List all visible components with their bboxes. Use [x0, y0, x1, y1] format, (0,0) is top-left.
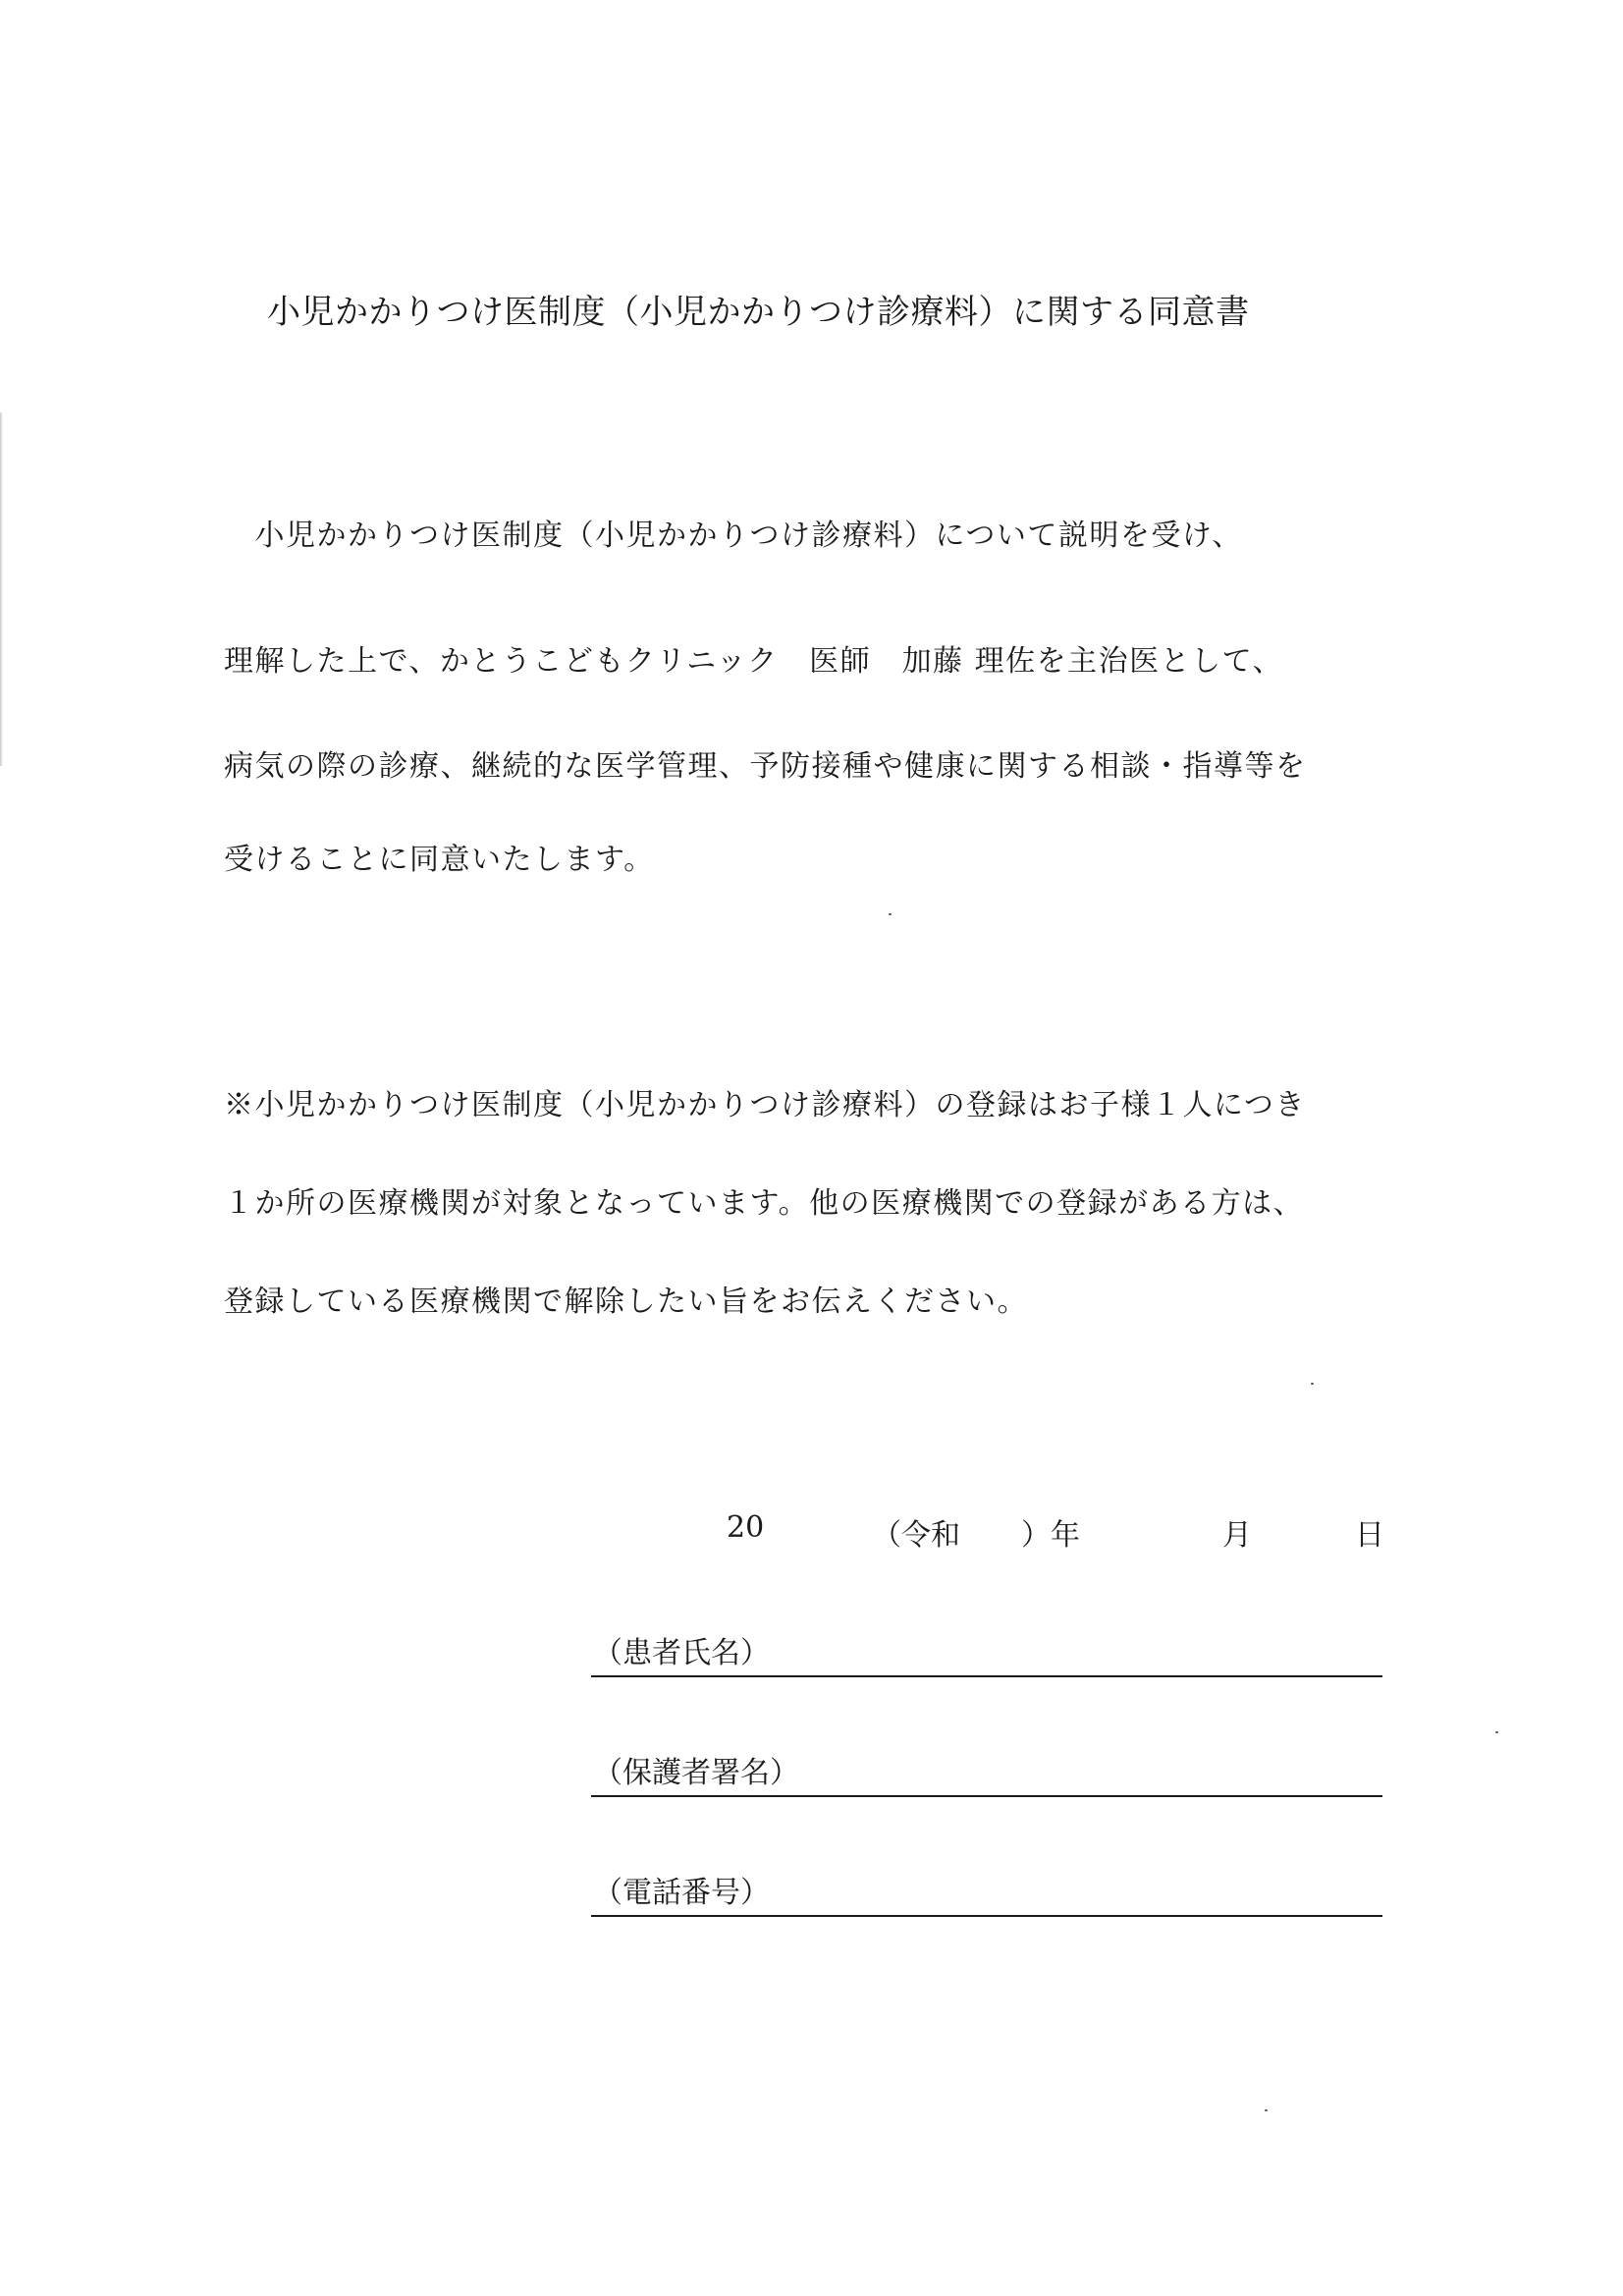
date-era-close: ）年: [1021, 1518, 1080, 1553]
patient-name-label: （患者氏名）: [593, 1636, 770, 1670]
consent-line-3: 病気の際の診療、継続的な医学管理、予防接種や健康に関する相談・指導等を: [224, 749, 1307, 784]
consent-line-4: 受けることに同意いたします。: [224, 843, 655, 877]
note-line-2: １か所の医療機関が対象となっています。他の医療機関での登録がある方は、: [224, 1186, 1305, 1221]
scan-speck: [1311, 1383, 1314, 1385]
note-line-3: 登録している医療機関で解除したい旨をお伝えください。: [224, 1285, 1028, 1319]
date-month: 月: [1222, 1518, 1252, 1553]
consent-line-1: 小児かかりつけ医制度（小児かかりつけ診療料）について説明を受け、: [224, 519, 1243, 553]
guardian-signature-label: （保護者署名）: [593, 1756, 799, 1790]
scan-speck: [1265, 2109, 1268, 2111]
note-line-1: ※小児かかりつけ医制度（小児かかりつけ診療料）の登録はお子様１人につき: [224, 1088, 1306, 1122]
document-title: 小児かかりつけ医制度（小児かかりつけ診療料）に関する同意書: [267, 293, 1250, 332]
scan-speck: [1495, 1731, 1498, 1733]
consent-line-2: 理解した上で、かとうこどもクリニック 医師 加藤 理佐を主治医として、: [224, 644, 1284, 679]
phone-number-label: （電話番号）: [593, 1876, 770, 1910]
guardian-signature-field[interactable]: [591, 1750, 1382, 1797]
date-day: 日: [1355, 1518, 1384, 1553]
date-year-prefix: 20: [727, 1510, 765, 1545]
patient-name-field[interactable]: [591, 1630, 1382, 1677]
scan-edge-shadow: [0, 412, 3, 766]
scan-speck: [889, 913, 892, 915]
phone-number-field[interactable]: [591, 1870, 1382, 1917]
date-era-open: （令和: [872, 1518, 960, 1553]
